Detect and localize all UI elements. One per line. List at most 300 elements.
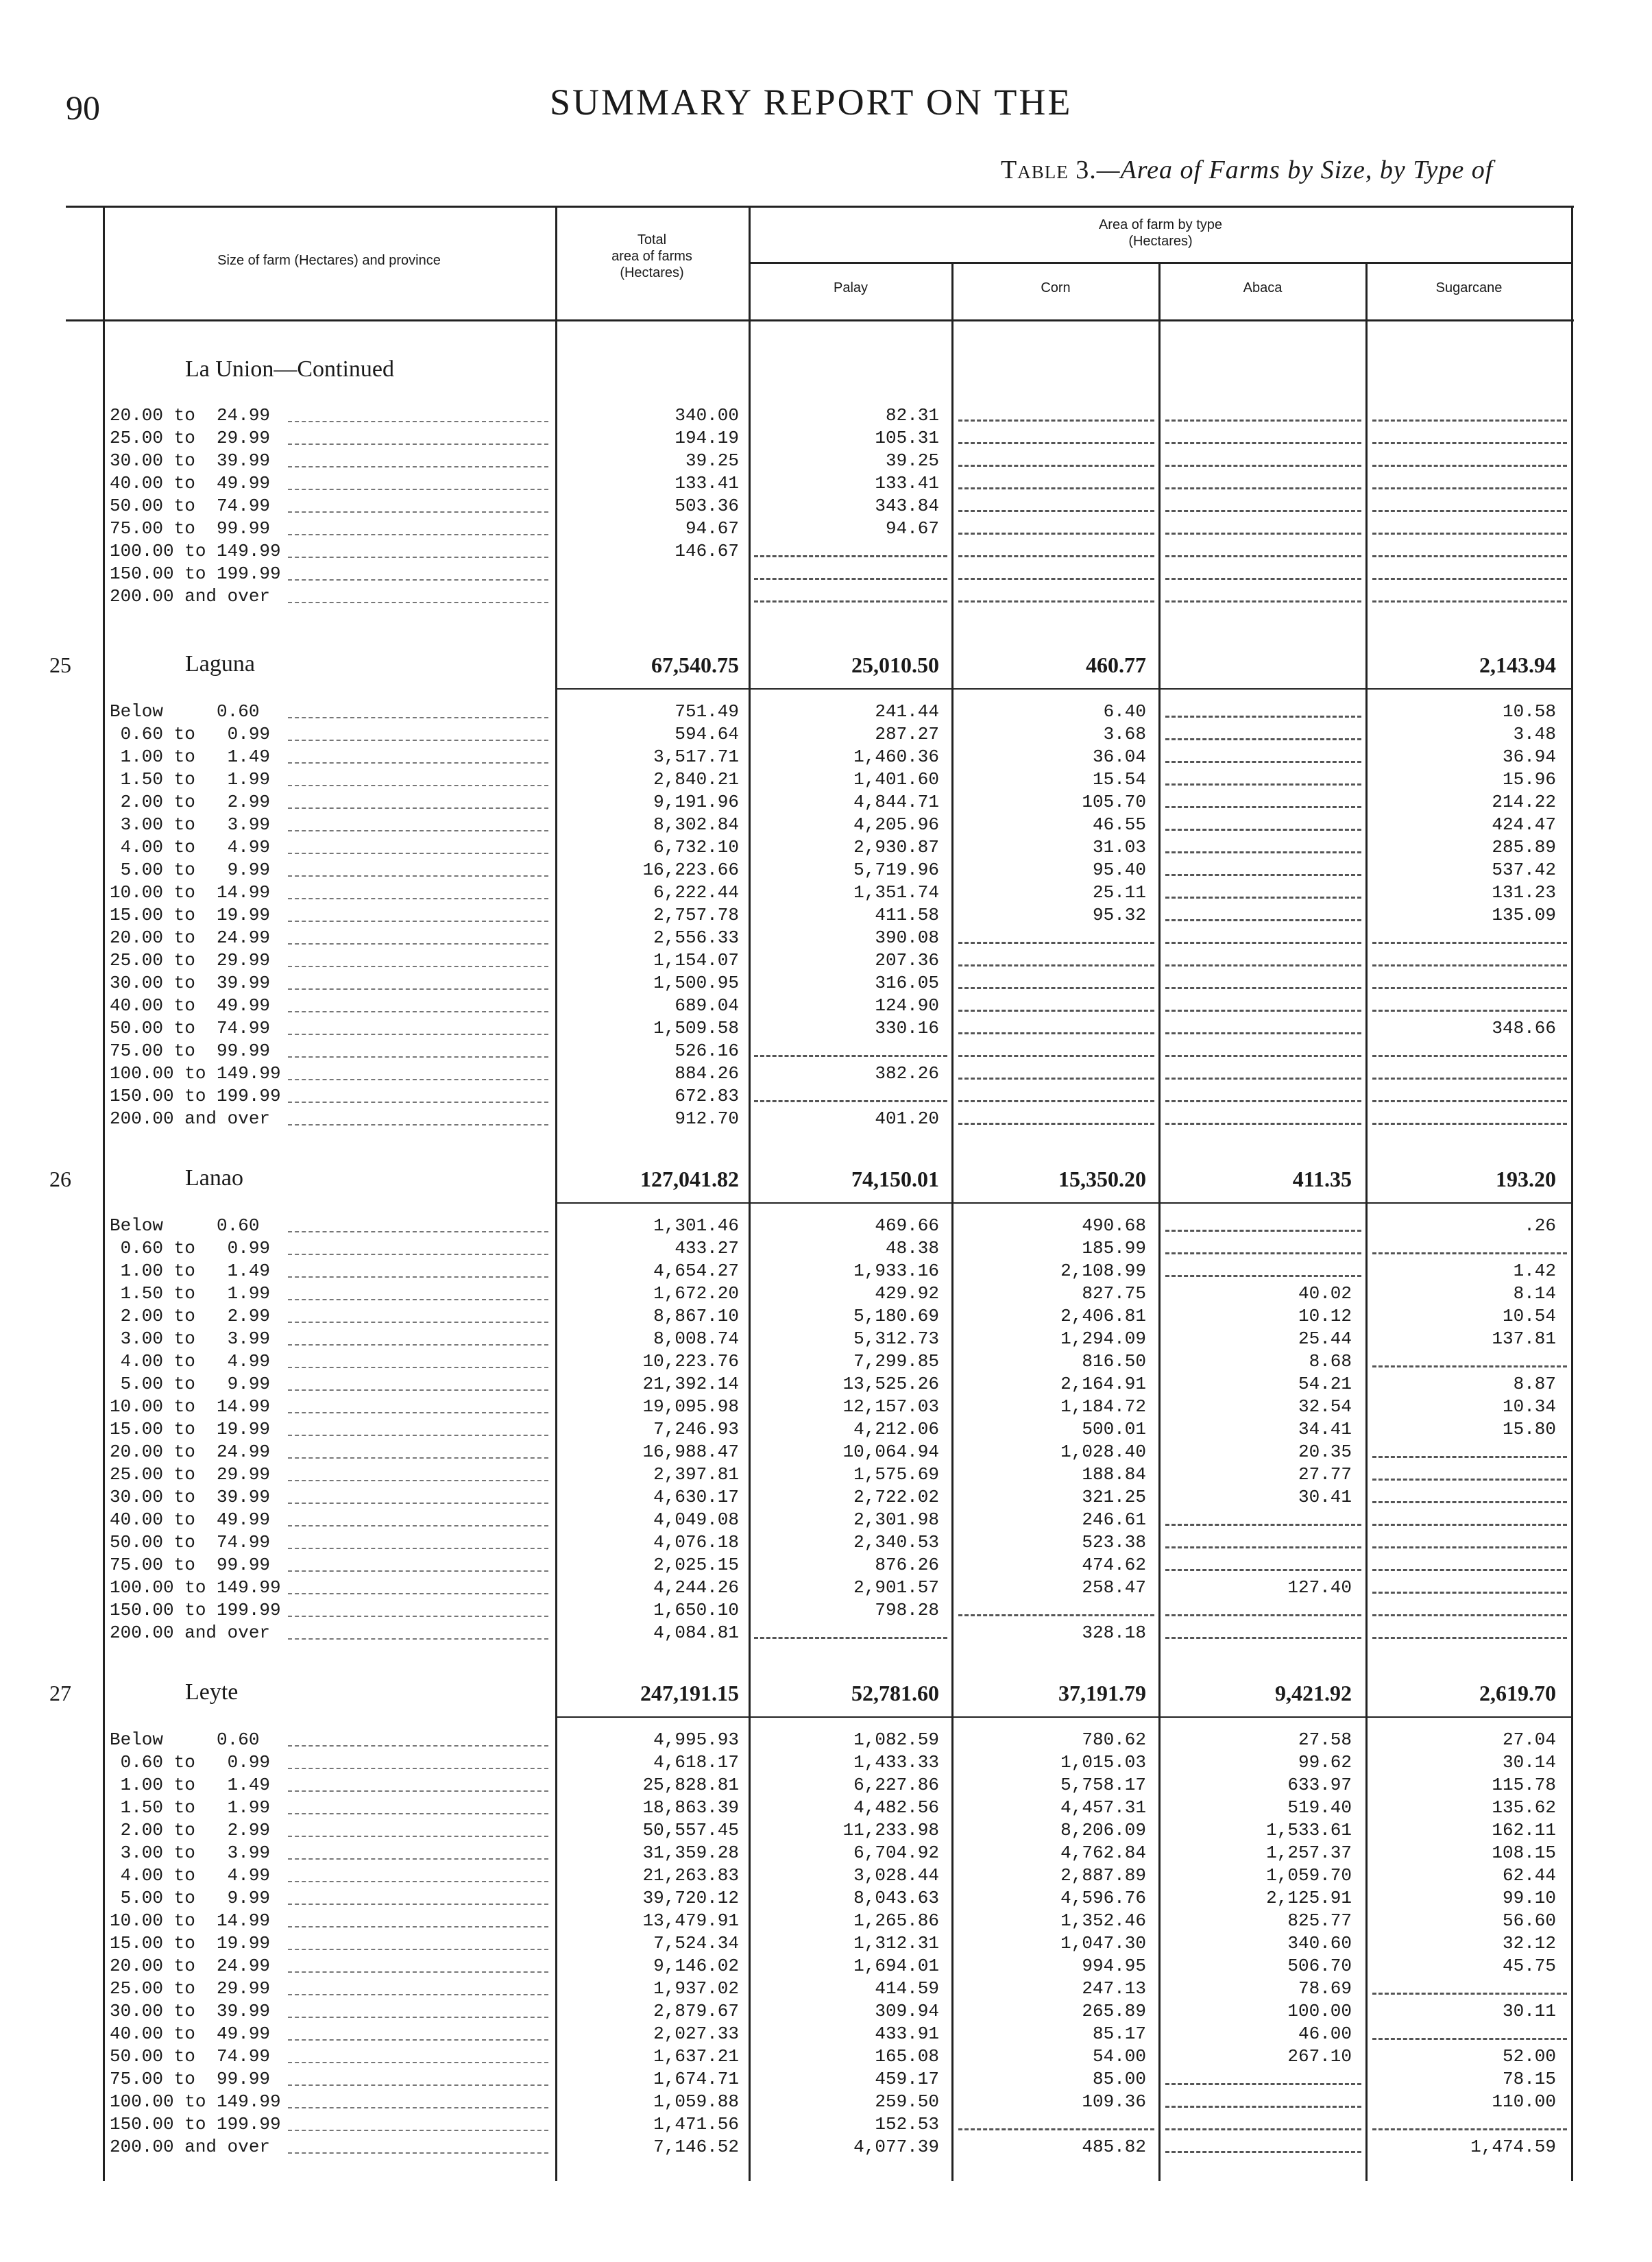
data-cell-corn: 2,108.99 bbox=[1056, 1260, 1146, 1282]
section-total-abaca: 9,421.92 bbox=[1275, 1681, 1352, 1705]
size-class-label: 30.00 to 39.99 bbox=[110, 2001, 271, 2021]
data-cell-palay: 2,340.53 bbox=[849, 1531, 939, 1554]
data-cell-total: 16,223.66 bbox=[639, 859, 739, 881]
size-class-label: 40.00 to 49.99 bbox=[110, 2023, 271, 2044]
data-cell-corn: 523.38 bbox=[1078, 1531, 1146, 1554]
section-total-abaca: 411.35 bbox=[1292, 1167, 1352, 1191]
data-cell-corn: 185.99 bbox=[1078, 1237, 1146, 1260]
leader-dots bbox=[288, 785, 548, 786]
empty-cell-dash bbox=[1165, 442, 1361, 444]
data-cell-palay: 876.26 bbox=[871, 1554, 939, 1577]
size-class-label: 100.00 to 149.99 bbox=[110, 541, 281, 561]
section-total-palay: 74,150.01 bbox=[851, 1167, 939, 1191]
data-cell-total: 133.41 bbox=[670, 472, 739, 495]
data-cell-abaca: 267.10 bbox=[1283, 2045, 1352, 2068]
size-class-label: 0.60 to 0.99 bbox=[110, 1752, 271, 1773]
data-cell-sugarcane: 8.14 bbox=[1509, 1282, 1556, 1305]
palay-column-header: Palay bbox=[833, 280, 868, 295]
data-cell-sugarcane: 30.11 bbox=[1498, 2000, 1556, 2023]
empty-cell-dash bbox=[1165, 1230, 1361, 1232]
empty-cell-dash bbox=[1165, 465, 1361, 467]
data-cell-sugarcane: 62.44 bbox=[1498, 1864, 1556, 1887]
data-cell-total: 3,517.71 bbox=[649, 746, 739, 768]
leader-dots bbox=[288, 1994, 548, 1995]
empty-cell-dash bbox=[1372, 1456, 1567, 1458]
column-rule bbox=[1158, 263, 1161, 2181]
data-cell-corn: 31.03 bbox=[1089, 836, 1146, 859]
size-class-label: 150.00 to 199.99 bbox=[110, 2114, 281, 2135]
data-cell-corn: 328.18 bbox=[1078, 1622, 1146, 1644]
size-class-label: 75.00 to 99.99 bbox=[110, 1555, 271, 1575]
data-cell-total: 10,223.76 bbox=[639, 1350, 739, 1373]
size-class-label: 200.00 and over bbox=[110, 2137, 271, 2157]
data-cell-total: 4,630.17 bbox=[649, 1486, 739, 1509]
empty-cell-dash bbox=[1165, 2151, 1361, 2153]
data-cell-palay: 1,351.74 bbox=[849, 881, 939, 904]
total-column-header bbox=[559, 232, 745, 281]
data-cell-palay: 1,433.33 bbox=[849, 1751, 939, 1774]
data-cell-abaca: 99.62 bbox=[1294, 1751, 1352, 1774]
size-class-label: 5.00 to 9.99 bbox=[110, 860, 271, 880]
column-rule bbox=[1571, 207, 1573, 2181]
data-cell-palay: 6,227.86 bbox=[849, 1774, 939, 1797]
size-class-label: 15.00 to 19.99 bbox=[110, 1933, 271, 1954]
leader-dots bbox=[288, 875, 548, 877]
data-cell-total: 21,392.14 bbox=[639, 1373, 739, 1396]
data-cell-total: 2,025.15 bbox=[649, 1554, 739, 1577]
section-row-number: 26 bbox=[49, 1167, 71, 1191]
data-cell-palay: 5,312.73 bbox=[849, 1328, 939, 1350]
empty-cell-dash bbox=[1165, 555, 1361, 557]
leader-dots bbox=[288, 1593, 548, 1594]
data-cell-total: 2,397.81 bbox=[649, 1463, 739, 1486]
empty-cell-dash bbox=[1165, 1010, 1361, 1012]
size-class-label: 15.00 to 19.99 bbox=[110, 905, 271, 925]
data-cell-corn: 1,294.09 bbox=[1056, 1328, 1146, 1350]
data-cell-corn: 4,457.31 bbox=[1056, 1797, 1146, 1819]
size-class-label: Below 0.60 bbox=[110, 701, 260, 722]
data-cell-palay: 207.36 bbox=[871, 949, 939, 972]
data-cell-palay: 330.16 bbox=[871, 1017, 939, 1040]
empty-cell-dash bbox=[1165, 1614, 1361, 1616]
size-class-label: 50.00 to 74.99 bbox=[110, 1532, 271, 1553]
leader-dots bbox=[288, 1056, 548, 1058]
data-cell-total: 13,479.91 bbox=[639, 1910, 739, 1932]
empty-cell-dash bbox=[958, 600, 1154, 603]
size-class-label: 0.60 to 0.99 bbox=[110, 724, 271, 744]
section-total-corn: 460.77 bbox=[1086, 653, 1146, 677]
data-cell-total: 2,840.21 bbox=[649, 768, 739, 791]
data-cell-corn: 105.70 bbox=[1078, 791, 1146, 814]
section-total-corn: 15,350.20 bbox=[1058, 1167, 1146, 1191]
leader-dots bbox=[288, 1322, 548, 1323]
table-caption-label: Table 3. bbox=[1001, 156, 1097, 184]
data-cell-corn: 8,206.09 bbox=[1056, 1819, 1146, 1842]
empty-cell-dash bbox=[1165, 964, 1361, 966]
leader-dots bbox=[288, 717, 548, 718]
data-cell-palay: 390.08 bbox=[871, 927, 939, 949]
data-cell-palay: 4,077.39 bbox=[849, 2136, 939, 2158]
data-cell-corn: 1,047.30 bbox=[1056, 1932, 1146, 1955]
size-class-label: 1.50 to 1.99 bbox=[110, 1797, 271, 1818]
section-total-total: 247,191.15 bbox=[640, 1681, 739, 1705]
data-cell-total: 50,557.45 bbox=[639, 1819, 739, 1842]
data-cell-total: 7,246.93 bbox=[649, 1418, 739, 1441]
data-cell-sugarcane: 52.00 bbox=[1498, 2045, 1556, 2068]
data-cell-corn: 188.84 bbox=[1078, 1463, 1146, 1486]
column-rule bbox=[951, 263, 953, 2181]
section-total-sugarcane: 193.20 bbox=[1496, 1167, 1556, 1191]
data-cell-abaca: 633.97 bbox=[1283, 1774, 1352, 1797]
leader-dots bbox=[288, 1768, 548, 1769]
data-cell-sugarcane: 110.00 bbox=[1487, 2091, 1556, 2113]
data-cell-total: 1,672.20 bbox=[649, 1282, 739, 1305]
data-cell-total: 1,471.56 bbox=[649, 2113, 739, 2136]
data-cell-palay: 165.08 bbox=[871, 2045, 939, 2068]
empty-cell-dash bbox=[1165, 487, 1361, 489]
empty-cell-dash bbox=[754, 555, 947, 557]
empty-cell-dash bbox=[1165, 851, 1361, 853]
column-rule bbox=[749, 207, 751, 2181]
data-cell-sugarcane: 115.78 bbox=[1487, 1774, 1556, 1797]
size-class-label: 150.00 to 199.99 bbox=[110, 1086, 281, 1106]
empty-cell-dash bbox=[1165, 942, 1361, 944]
leader-dots bbox=[288, 1124, 548, 1126]
data-cell-total: 340.00 bbox=[670, 404, 739, 427]
data-cell-total: 9,191.96 bbox=[649, 791, 739, 814]
empty-cell-dash bbox=[754, 1637, 947, 1639]
data-cell-palay: 12,157.03 bbox=[839, 1396, 939, 1418]
section-row-number: 27 bbox=[49, 1681, 71, 1705]
data-cell-abaca: 27.58 bbox=[1294, 1729, 1352, 1751]
data-cell-palay: 316.05 bbox=[871, 972, 939, 995]
leader-dots bbox=[288, 1102, 548, 1103]
empty-cell-dash bbox=[1372, 487, 1567, 489]
empty-cell-dash bbox=[1165, 874, 1361, 876]
data-cell-total: 4,084.81 bbox=[649, 1622, 739, 1644]
data-cell-corn: 15.54 bbox=[1089, 768, 1146, 791]
leader-dots bbox=[288, 2107, 548, 2108]
section-total-palay: 52,781.60 bbox=[851, 1681, 939, 1705]
data-cell-corn: 6.40 bbox=[1100, 701, 1146, 723]
data-cell-palay: 401.20 bbox=[871, 1108, 939, 1130]
data-cell-corn: 85.00 bbox=[1089, 2068, 1146, 2091]
leader-dots bbox=[288, 1638, 548, 1640]
data-cell-abaca: 506.70 bbox=[1283, 1955, 1352, 1978]
data-cell-total: 21,263.83 bbox=[639, 1864, 739, 1887]
data-cell-sugarcane: 27.04 bbox=[1498, 1729, 1556, 1751]
data-cell-corn: 474.62 bbox=[1078, 1554, 1146, 1577]
empty-cell-dash bbox=[958, 1032, 1154, 1034]
size-class-label: 1.00 to 1.49 bbox=[110, 1775, 271, 1795]
data-cell-abaca: 27.77 bbox=[1294, 1463, 1352, 1486]
data-cell-palay: 1,082.59 bbox=[849, 1729, 939, 1751]
empty-cell-dash bbox=[958, 1123, 1154, 1125]
data-cell-corn: 109.36 bbox=[1078, 2091, 1146, 2113]
data-cell-abaca: 46.00 bbox=[1294, 2023, 1352, 2045]
data-cell-corn: 994.95 bbox=[1078, 1955, 1146, 1978]
leader-dots bbox=[288, 1570, 548, 1572]
size-class-label: 75.00 to 99.99 bbox=[110, 518, 271, 539]
empty-cell-dash bbox=[958, 1055, 1154, 1057]
leader-dots bbox=[288, 921, 548, 922]
total-header-line: area of farms bbox=[611, 249, 692, 264]
empty-cell-dash bbox=[1165, 1524, 1361, 1526]
data-cell-corn: 827.75 bbox=[1078, 1282, 1146, 1305]
leader-dots bbox=[288, 1503, 548, 1504]
data-cell-total: 4,076.18 bbox=[649, 1531, 739, 1554]
data-cell-palay: 94.67 bbox=[882, 518, 939, 540]
data-cell-total: 39,720.12 bbox=[639, 1887, 739, 1910]
empty-cell-dash bbox=[958, 555, 1154, 557]
leader-dots bbox=[288, 1435, 548, 1436]
leader-dots bbox=[288, 2039, 548, 2041]
leader-dots bbox=[288, 898, 548, 899]
empty-cell-dash bbox=[1165, 783, 1361, 786]
data-cell-palay: 259.50 bbox=[871, 2091, 939, 2113]
leader-dots bbox=[288, 534, 548, 535]
empty-cell-dash bbox=[1372, 442, 1567, 444]
empty-cell-dash bbox=[1165, 1078, 1361, 1080]
leader-dots bbox=[288, 1011, 548, 1012]
empty-cell-dash bbox=[1165, 2106, 1361, 2108]
data-cell-total: 31,359.28 bbox=[639, 1842, 739, 1864]
empty-cell-dash bbox=[1372, 1123, 1567, 1125]
page-number: 90 bbox=[66, 88, 100, 127]
empty-cell-dash bbox=[958, 442, 1154, 444]
data-cell-corn: 485.82 bbox=[1078, 2136, 1146, 2158]
empty-cell-dash bbox=[1372, 1592, 1567, 1594]
data-cell-total: 2,879.67 bbox=[649, 2000, 739, 2023]
data-cell-abaca: 825.77 bbox=[1283, 1910, 1352, 1932]
size-class-label: 2.00 to 2.99 bbox=[110, 792, 271, 812]
size-class-label: 50.00 to 74.99 bbox=[110, 1018, 271, 1038]
section-total-sugarcane: 2,143.94 bbox=[1479, 653, 1556, 677]
empty-cell-dash bbox=[1165, 600, 1361, 603]
empty-cell-dash bbox=[1165, 1055, 1361, 1057]
data-cell-corn: 265.89 bbox=[1078, 2000, 1146, 2023]
data-cell-corn: 95.40 bbox=[1089, 859, 1146, 881]
empty-cell-dash bbox=[1372, 1569, 1567, 1571]
data-cell-total: 8,867.10 bbox=[649, 1305, 739, 1328]
type-group-header bbox=[752, 217, 1569, 250]
section-total-palay: 25,010.50 bbox=[851, 653, 939, 677]
data-cell-sugarcane: 3.48 bbox=[1509, 723, 1556, 746]
leader-dots bbox=[288, 1367, 548, 1368]
data-cell-abaca: 32.54 bbox=[1294, 1396, 1352, 1418]
empty-cell-dash bbox=[1372, 1479, 1567, 1481]
empty-cell-dash bbox=[1372, 1252, 1567, 1254]
data-cell-total: 594.64 bbox=[670, 723, 739, 746]
leader-dots bbox=[288, 511, 548, 513]
leader-dots bbox=[288, 1949, 548, 1950]
data-cell-palay: 309.94 bbox=[871, 2000, 939, 2023]
leader-dots bbox=[288, 1926, 548, 1927]
total-header-line: Total bbox=[637, 232, 667, 247]
data-cell-total: 9,146.02 bbox=[649, 1955, 739, 1978]
data-cell-corn: 246.61 bbox=[1078, 1509, 1146, 1531]
data-cell-total: 1,059.88 bbox=[649, 2091, 739, 2113]
data-cell-sugarcane: 78.15 bbox=[1498, 2068, 1556, 2091]
empty-cell-dash bbox=[1165, 419, 1361, 422]
data-cell-abaca: 127.40 bbox=[1283, 1577, 1352, 1599]
data-cell-total: 526.16 bbox=[670, 1040, 739, 1062]
empty-cell-dash bbox=[1165, 1637, 1361, 1639]
data-cell-total: 8,008.74 bbox=[649, 1328, 739, 1350]
data-cell-palay: 1,460.36 bbox=[849, 746, 939, 768]
data-cell-total: 433.27 bbox=[670, 1237, 739, 1260]
data-cell-corn: 54.00 bbox=[1089, 2045, 1146, 2068]
empty-cell-dash bbox=[1372, 1637, 1567, 1639]
size-class-label: 25.00 to 29.99 bbox=[110, 950, 271, 971]
empty-cell-dash bbox=[1165, 738, 1361, 740]
data-cell-total: 672.83 bbox=[670, 1085, 739, 1108]
empty-cell-dash bbox=[958, 533, 1154, 535]
data-cell-palay: 10,064.94 bbox=[839, 1441, 939, 1463]
corn-column-header: Corn bbox=[1041, 280, 1071, 295]
empty-cell-dash bbox=[1372, 1010, 1567, 1012]
leader-dots bbox=[288, 740, 548, 741]
leader-dots bbox=[288, 466, 548, 467]
leader-dots bbox=[288, 2062, 548, 2063]
data-cell-palay: 105.31 bbox=[871, 427, 939, 450]
size-class-label: Below 0.60 bbox=[110, 1729, 260, 1750]
empty-cell-dash bbox=[1165, 2083, 1361, 2085]
size-class-label: 40.00 to 49.99 bbox=[110, 995, 271, 1016]
size-class-label: 5.00 to 9.99 bbox=[110, 1374, 271, 1394]
data-cell-palay: 433.91 bbox=[871, 2023, 939, 2045]
data-cell-total: 689.04 bbox=[670, 995, 739, 1017]
empty-cell-dash bbox=[1165, 510, 1361, 512]
empty-cell-dash bbox=[1165, 716, 1361, 718]
data-cell-sugarcane: 135.62 bbox=[1487, 1797, 1556, 1819]
leader-dots bbox=[288, 1254, 548, 1255]
data-cell-corn: 2,164.91 bbox=[1056, 1373, 1146, 1396]
size-class-label: 5.00 to 9.99 bbox=[110, 1888, 271, 1908]
leader-dots bbox=[288, 2084, 548, 2086]
data-cell-total: 1,650.10 bbox=[649, 1599, 739, 1622]
data-cell-palay: 3,028.44 bbox=[849, 1864, 939, 1887]
section-total-rule bbox=[557, 1716, 1571, 1718]
leader-dots bbox=[288, 853, 548, 854]
data-cell-abaca: 34.41 bbox=[1294, 1418, 1352, 1441]
empty-cell-dash bbox=[958, 964, 1154, 966]
data-cell-total: 2,556.33 bbox=[649, 927, 739, 949]
data-cell-corn: 4,762.84 bbox=[1056, 1842, 1146, 1864]
size-column-header: Size of farm (Hectares) and province bbox=[217, 253, 441, 268]
data-cell-sugarcane: 1.42 bbox=[1509, 1260, 1556, 1282]
empty-cell-dash bbox=[1165, 919, 1361, 921]
data-cell-palay: 798.28 bbox=[871, 1599, 939, 1622]
size-class-label: Below 0.60 bbox=[110, 1215, 260, 1236]
size-class-label: 4.00 to 4.99 bbox=[110, 1865, 271, 1886]
data-cell-total: 1,509.58 bbox=[649, 1017, 739, 1040]
empty-cell-dash bbox=[1165, 1275, 1361, 1277]
leader-dots bbox=[288, 1836, 548, 1837]
data-cell-corn: 247.13 bbox=[1078, 1978, 1146, 2000]
data-cell-corn: 5,758.17 bbox=[1056, 1774, 1146, 1797]
leader-dots bbox=[288, 1881, 548, 1882]
data-cell-palay: 39.25 bbox=[882, 450, 939, 472]
data-cell-abaca: 1,533.61 bbox=[1262, 1819, 1352, 1842]
abaca-column-header: Abaca bbox=[1243, 280, 1283, 295]
data-cell-palay: 382.26 bbox=[871, 1062, 939, 1085]
size-class-label: 25.00 to 29.99 bbox=[110, 1464, 271, 1485]
empty-cell-dash bbox=[1372, 419, 1567, 422]
empty-cell-dash bbox=[1372, 600, 1567, 603]
empty-cell-dash bbox=[1372, 1524, 1567, 1526]
size-class-label: 10.00 to 14.99 bbox=[110, 1396, 271, 1417]
size-class-label: 20.00 to 24.99 bbox=[110, 927, 271, 948]
leader-dots bbox=[288, 1616, 548, 1617]
data-cell-sugarcane: 137.81 bbox=[1487, 1328, 1556, 1350]
leader-dots bbox=[288, 1904, 548, 1905]
size-class-label: 25.00 to 29.99 bbox=[110, 428, 271, 448]
data-cell-total: 2,757.78 bbox=[649, 904, 739, 927]
size-class-label: 75.00 to 99.99 bbox=[110, 2069, 271, 2089]
data-cell-sugarcane: 285.89 bbox=[1487, 836, 1556, 859]
section-title: Laguna bbox=[185, 651, 255, 677]
size-class-label: 100.00 to 149.99 bbox=[110, 1577, 281, 1598]
data-cell-palay: 459.17 bbox=[871, 2068, 939, 2091]
empty-cell-dash bbox=[958, 1010, 1154, 1012]
data-cell-palay: 4,844.71 bbox=[849, 791, 939, 814]
data-cell-sugarcane: 30.14 bbox=[1498, 1751, 1556, 1774]
empty-cell-dash bbox=[1165, 1546, 1361, 1548]
empty-cell-dash bbox=[1372, 1100, 1567, 1102]
data-cell-total: 18,863.39 bbox=[639, 1797, 739, 1819]
data-cell-total: 94.67 bbox=[681, 518, 739, 540]
size-class-label: 0.60 to 0.99 bbox=[110, 1238, 271, 1258]
leader-dots bbox=[288, 489, 548, 490]
leader-dots bbox=[288, 1299, 548, 1300]
data-cell-total: 4,995.93 bbox=[649, 1729, 739, 1751]
data-cell-palay: 152.53 bbox=[871, 2113, 939, 2136]
data-cell-palay: 2,901.57 bbox=[849, 1577, 939, 1599]
data-cell-total: 503.36 bbox=[670, 495, 739, 518]
data-cell-total: 4,049.08 bbox=[649, 1509, 739, 1531]
data-cell-sugarcane: 131.23 bbox=[1487, 881, 1556, 904]
data-cell-corn: 258.47 bbox=[1078, 1577, 1146, 1599]
data-cell-corn: 816.50 bbox=[1078, 1350, 1146, 1373]
data-cell-total: 16,988.47 bbox=[639, 1441, 739, 1463]
leader-dots bbox=[288, 1480, 548, 1481]
leader-dots bbox=[288, 579, 548, 581]
empty-cell-dash bbox=[1372, 987, 1567, 989]
sugarcane-column-header: Sugarcane bbox=[1435, 280, 1503, 295]
data-cell-total: 4,244.26 bbox=[649, 1577, 739, 1599]
data-cell-total: 8,302.84 bbox=[649, 814, 739, 836]
data-cell-total: 1,154.07 bbox=[649, 949, 739, 972]
empty-cell-dash bbox=[1165, 761, 1361, 763]
empty-cell-dash bbox=[1372, 578, 1567, 580]
data-cell-palay: 8,043.63 bbox=[849, 1887, 939, 1910]
data-cell-palay: 133.41 bbox=[871, 472, 939, 495]
leader-dots bbox=[288, 1858, 548, 1860]
data-cell-palay: 82.31 bbox=[882, 404, 939, 427]
data-cell-abaca: 25.44 bbox=[1294, 1328, 1352, 1350]
leader-dots bbox=[288, 1276, 548, 1278]
data-cell-palay: 1,933.16 bbox=[849, 1260, 939, 1282]
section-total-sugarcane: 2,619.70 bbox=[1479, 1681, 1556, 1705]
data-cell-sugarcane: 8.87 bbox=[1509, 1373, 1556, 1396]
data-cell-total: 7,524.34 bbox=[649, 1932, 739, 1955]
table-top-rule bbox=[66, 206, 1574, 208]
size-class-label: 20.00 to 24.99 bbox=[110, 405, 271, 426]
empty-cell-dash bbox=[1372, 1993, 1567, 1995]
size-class-label: 150.00 to 199.99 bbox=[110, 1600, 281, 1620]
data-cell-sugarcane: 45.75 bbox=[1498, 1955, 1556, 1978]
